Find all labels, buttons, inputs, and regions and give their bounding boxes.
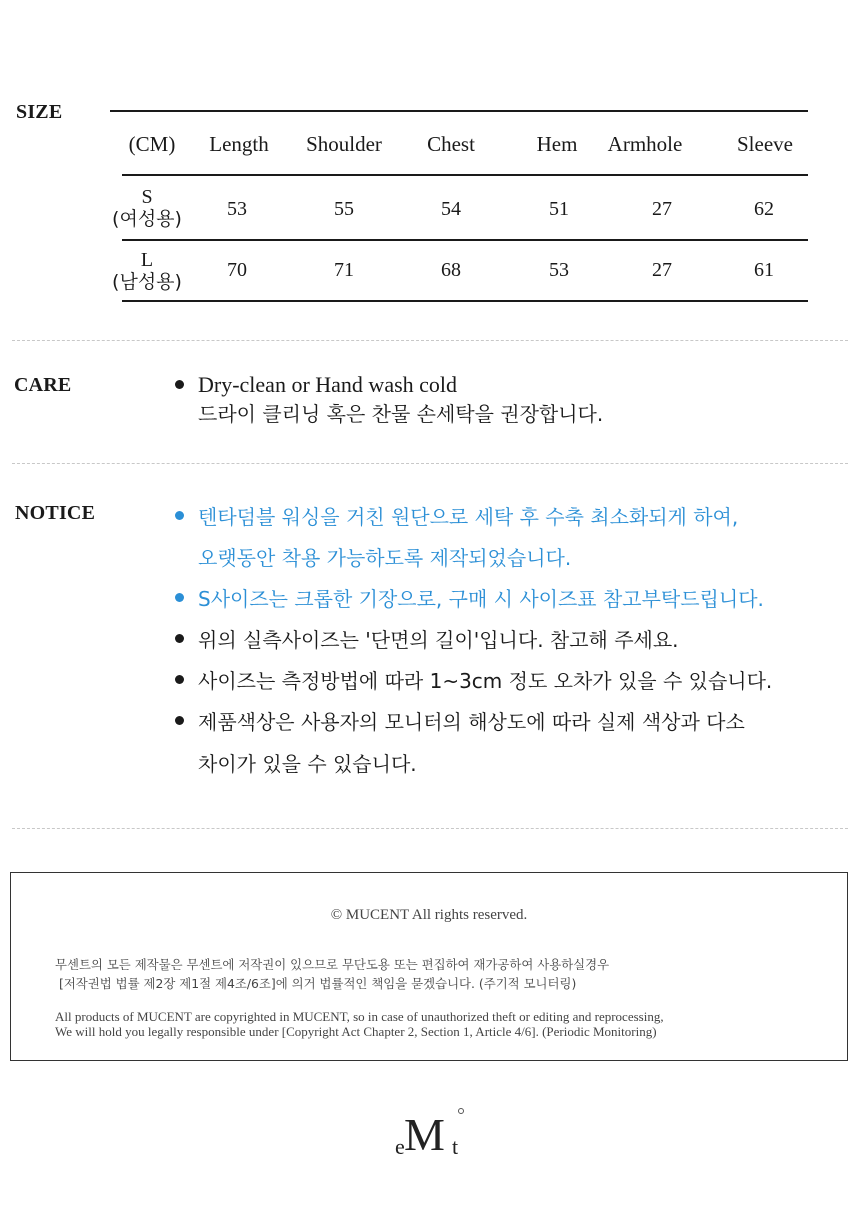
bullet-icon: [175, 380, 184, 389]
table-header-chest: Chest: [427, 132, 475, 156]
table-header-unit: (CM): [128, 132, 176, 156]
logo-letter-m: M: [404, 1109, 444, 1160]
table-cell: 53: [227, 198, 247, 220]
bullet-icon: [175, 634, 184, 643]
size-s-note: (여성용): [112, 208, 182, 230]
table-header-sleeve: Sleeve: [737, 132, 793, 156]
notice-item: S사이즈는 크롭한 기장으로, 구매 시 사이즈표 참고부탁드립니다.: [198, 587, 764, 611]
bullet-icon: [175, 675, 184, 684]
table-cell: 68: [441, 259, 461, 281]
notice-item: 사이즈는 측정방법에 따라 1~3cm 정도 오차가 있을 수 있습니다.: [198, 669, 773, 693]
divider: [12, 340, 848, 341]
copyright-en-line1: All products of MUCENT are copyrighted in MUCENT, so in case of unauthorized theft or editing and reprocessing,: [55, 1009, 664, 1024]
table-row-s-head: [107, 186, 187, 230]
table-cell: 71: [334, 259, 354, 281]
table-header-armhole: Armhole: [607, 132, 683, 156]
table-header-rule: [122, 174, 808, 176]
notice-item: 텐타덤블 워싱을 거친 원단으로 세탁 후 수축 최소화되게 하여,: [198, 505, 739, 529]
care-text-ko: 드라이 클리닝 혹은 찬물 손세탁을 권장합니다.: [198, 402, 604, 426]
copyright-ko-line2: [저작권법 법률 제2장 제1절 제4조/6조]에 의거 법률적인 책임을 묻겠습니다. (주기적 모니터링): [59, 976, 577, 991]
bullet-icon: [175, 593, 184, 602]
table-cell: 27: [652, 259, 672, 281]
notice-section-label: NOTICE: [15, 502, 96, 524]
table-top-rule: [110, 110, 808, 112]
logo-letter-e: e: [395, 1134, 405, 1159]
table-cell: 62: [754, 198, 774, 220]
copyright-box: [10, 872, 848, 1061]
table-cell: 70: [227, 259, 247, 281]
table-bottom-rule: [122, 300, 808, 302]
table-header-length: Length: [209, 132, 269, 156]
table-cell: 54: [441, 198, 461, 220]
size-section-label: SIZE: [16, 101, 63, 123]
table-cell: 27: [652, 198, 672, 220]
bullet-icon: [175, 511, 184, 520]
table-cell: 61: [754, 259, 774, 281]
copyright-ko-line1: 무센트의 모든 제작물은 무센트에 저작권이 있으므로 무단도용 또는 편집하여 재가공하여 사용하실경우: [55, 957, 610, 972]
table-cell: 53: [549, 259, 569, 281]
registered-icon: [458, 1108, 464, 1114]
table-row-l-head: [107, 249, 187, 293]
care-text-en: Dry-clean or Hand wash cold: [198, 372, 458, 397]
table-cell: 55: [334, 198, 354, 220]
bullet-icon: [175, 716, 184, 725]
copyright-en-line2: We will hold you legally responsible under [Copyright Act Chapter 2, Section 1, Article 4/6]. (Periodic Monitoring): [55, 1024, 657, 1039]
size-l-label: L: [140, 249, 154, 271]
table-header-shoulder: Shoulder: [306, 132, 382, 156]
copyright-text: © MUCENT All rights reserved.: [330, 907, 528, 923]
notice-item-cont: 오랫동안 착용 가능하도록 제작되었습니다.: [198, 546, 572, 570]
divider: [12, 828, 848, 829]
notice-item: 위의 실측사이즈는 '단면의 길이'입니다. 참고해 주세요.: [198, 628, 679, 652]
size-s-label: S: [141, 186, 153, 208]
notice-item-cont: 차이가 있을 수 있습니다.: [198, 752, 417, 776]
divider: [12, 463, 848, 464]
care-section-label: CARE: [14, 374, 72, 396]
table-cell: 51: [549, 198, 569, 220]
logo-letter-t: t: [452, 1134, 459, 1159]
size-l-note: (남성용): [112, 271, 182, 293]
notice-item: 제품색상은 사용자의 모니터의 해상도에 따라 실제 색상과 다소: [198, 710, 745, 734]
table-header-hem: Hem: [536, 132, 578, 156]
brand-logo: [394, 1108, 474, 1164]
table-row-rule: [122, 239, 808, 241]
